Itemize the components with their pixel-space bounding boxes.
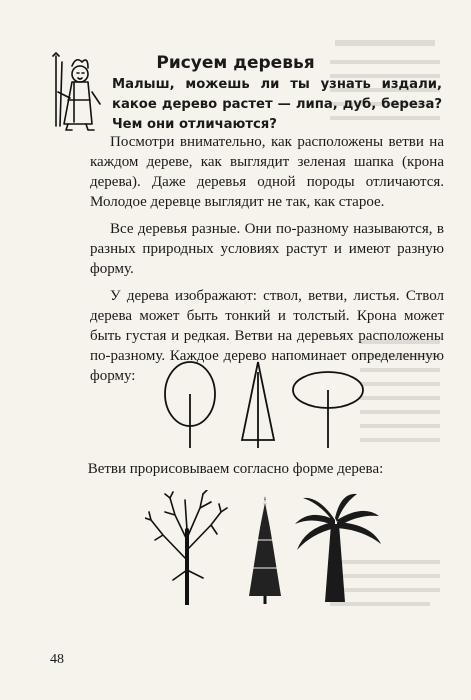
oval-crown-tree-shape (165, 362, 215, 448)
paragraph: Посмотри внимательно, как расположены ветви на каждом дереве, как выглядит зеленая шапка (крона дерева). Даже деревья одной породы отличаются. Молодое деревце выглядит не так, как старое. (90, 134, 444, 210)
paragraph: Все деревья разные. Они по-разному называются, в разных природных условиях растут и имеют разную форму. (90, 221, 444, 277)
paragraph: У дерева изображают: ствол, ветви, листья. Ствол дерева может быть тонкий и толстый. Крона может быть густая и редкая. Ветви на деревьях расположены по-разному. Каждое дерево напоминает определенную форму: (90, 288, 444, 384)
branch-caption: Ветви прорисовываем согласно форме дерева: (87, 461, 384, 477)
deciduous-tree-drawing (145, 490, 227, 605)
intro-line: какое дерево растет — липа, дуб, береза? Чем они отличаются? (112, 97, 442, 132)
heading: Рисуем деревья (156, 53, 315, 73)
tree-shapes-illustration (150, 360, 370, 448)
intro-line: Малыш, можешь ли ты узнать издали, (112, 77, 442, 92)
intro-question (112, 75, 442, 135)
tree-drawings-illustration (145, 490, 395, 605)
body-text (90, 132, 444, 386)
triangle-crown-tree-shape (242, 362, 274, 448)
page-number: 48 (50, 652, 64, 667)
spruce-tree-drawing (249, 496, 281, 604)
palm-tree-drawing (295, 494, 381, 602)
wide-oval-crown-tree-shape (293, 372, 363, 448)
